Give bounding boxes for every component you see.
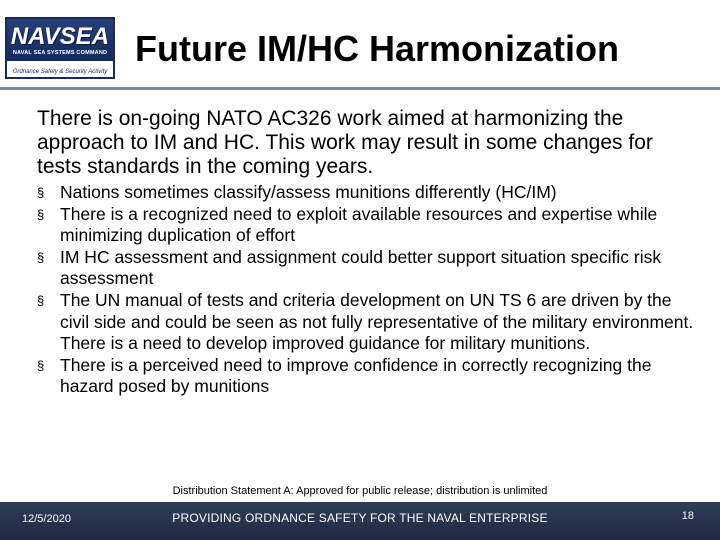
logo-tagline: Ordnance Safety & Security Activity	[12, 69, 108, 75]
footer-date: 12/5/2020	[22, 513, 71, 525]
bullet-marker-icon: §	[37, 185, 45, 200]
title-divider	[0, 87, 720, 90]
logo-band	[7, 19, 113, 61]
footer-bar	[0, 502, 720, 540]
intro-paragraph: There is on-going NATO AC326 work aimed at harmonizing the approach to IM and HC. This work may result in some changes for tests standards in the coming years.	[37, 107, 653, 178]
distribution-statement: Distribution Statement A: Approved for public release; distribution is unlimited	[172, 485, 548, 497]
bullet-marker-icon: §	[37, 292, 45, 308]
bullet-item	[37, 204, 697, 247]
bullet-marker-icon: §	[37, 357, 45, 373]
bullet-list	[37, 182, 697, 398]
slide-number: 18	[681, 510, 694, 522]
bullet-text: Nations sometimes classify/assess munitions differently (HC/IM)	[60, 182, 557, 202]
bullet-text: There is a recognized need to exploit available resources and expertise while minimizing duplication of effort	[60, 203, 658, 246]
footer-tagline: PROVIDING ORDNANCE SAFETY FOR THE NAVAL ENTERPRISE	[172, 511, 548, 525]
bullet-item	[37, 290, 697, 355]
logo-wordmark: NAVSEA	[10, 23, 110, 50]
bullet-text: There is a perceived need to improve confidence in correctly recognizing the hazard posed by munitions	[60, 354, 652, 397]
logo-subtitle: NAVAL SEA SYSTEMS COMMAND	[12, 50, 108, 56]
bullet-item	[37, 355, 697, 398]
slide-title: Future IM/HC Harmonization	[135, 28, 619, 69]
bullet-item	[37, 182, 697, 204]
bullet-text: The UN manual of tests and criteria development on UN TS 6 are driven by the civil side and could be seen as not fully representative of the military environment. There is a need to develop improved guidance for military munitions.	[60, 289, 694, 354]
bullet-marker-icon: §	[37, 249, 45, 265]
bullet-text: IM HC assessment and assignment could better support situation specific risk assessment	[60, 246, 662, 289]
navsea-logo	[5, 17, 115, 79]
bullet-item	[37, 247, 697, 290]
bullet-marker-icon: §	[37, 206, 45, 222]
